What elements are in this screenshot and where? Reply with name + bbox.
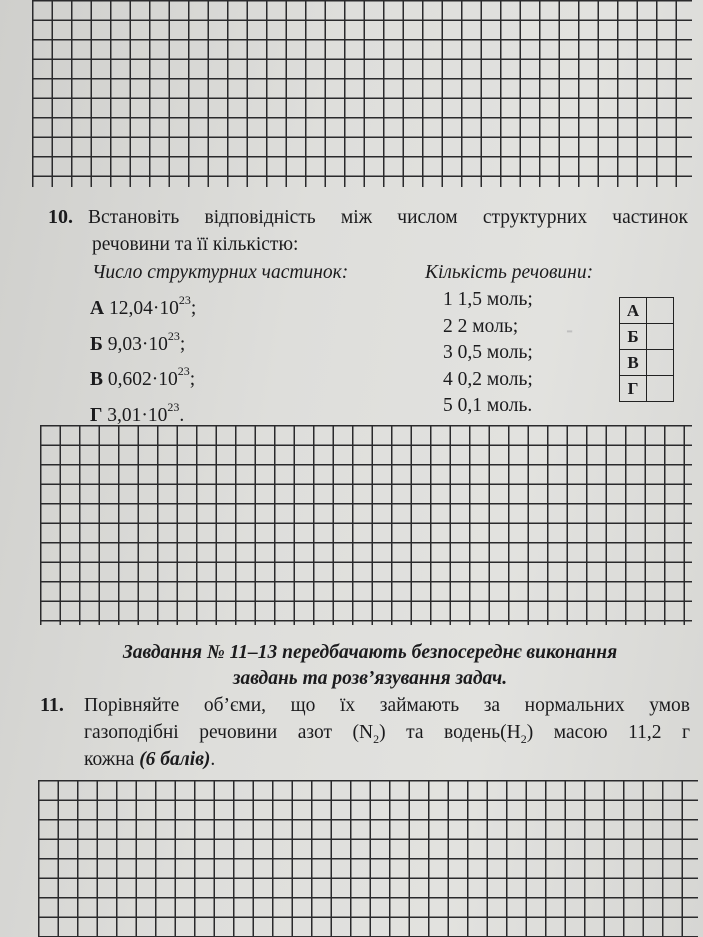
answer-grid-top	[32, 0, 692, 187]
question-10-number: 10.	[48, 206, 73, 228]
left-column-title: Число структурних частинок:	[92, 262, 349, 283]
question-11-line3: кожна (6 балів).	[84, 749, 216, 770]
amount-item-3: 3 0,5 моль;	[443, 342, 533, 363]
particle-count-list	[90, 287, 196, 429]
amount-list	[443, 287, 533, 420]
question-10-text-line2: речовини та її кількістю:	[92, 234, 299, 255]
amount-item-2: 2 2 моль;	[443, 315, 519, 337]
right-column-title: Кількість речовини:	[425, 262, 594, 283]
bleed-through-text: ⁃	[565, 322, 574, 342]
particle-item-g: Г $3,01\cdot 10^{23}$.	[90, 399, 185, 426]
answer-row-v	[620, 350, 674, 376]
section-note-line1: Завдання № 11–13 передбачають безпосереднє виконання	[122, 642, 618, 663]
section-note	[70, 640, 670, 692]
answer-grid-middle	[40, 425, 692, 625]
answer-grid-bottom	[38, 780, 698, 937]
question-10-text-line1: Встановіть відповідність між числом структурних частинок	[88, 207, 688, 228]
answer-row-g	[620, 376, 674, 402]
amount-item-4: 4 0,2 моль;	[443, 368, 533, 390]
particle-item-b: Б $9,03\cdot 10^{23}$;	[90, 328, 186, 355]
points-label: (6 балів)	[139, 749, 211, 770]
answer-row-b	[620, 324, 674, 350]
answer-cell[interactable]	[647, 324, 674, 350]
answer-row-label: Г	[620, 376, 647, 402]
answer-row-label: В	[620, 350, 647, 376]
section-note-line2: завдань та розв’язування задач.	[232, 668, 508, 689]
answer-table	[619, 297, 674, 402]
question-11-line1: Порівняйте об’єми, що їх займають за нормальних умов	[84, 695, 690, 716]
particle-item-a: А $12,04\cdot 10^{23}$;	[90, 293, 197, 319]
amount-item-5: 5 0,1 моль.	[443, 395, 533, 416]
answer-cell[interactable]	[647, 376, 674, 402]
particle-item-v: В $0,602\cdot 10^{23}$;	[90, 364, 196, 390]
answer-cell[interactable]	[647, 298, 674, 324]
answer-row-label: Б	[620, 324, 647, 350]
question-11-number: 11.	[40, 694, 64, 716]
answer-row-a	[620, 298, 674, 324]
answer-cell[interactable]	[647, 350, 674, 376]
amount-item-1: 1 1,5 моль;	[443, 289, 533, 310]
question-11-line2: газоподібні речовини азот $(N_2)$ та $водень(H_2)$ масою 11,2 г	[84, 722, 690, 746]
answer-row-label: А	[620, 298, 647, 324]
